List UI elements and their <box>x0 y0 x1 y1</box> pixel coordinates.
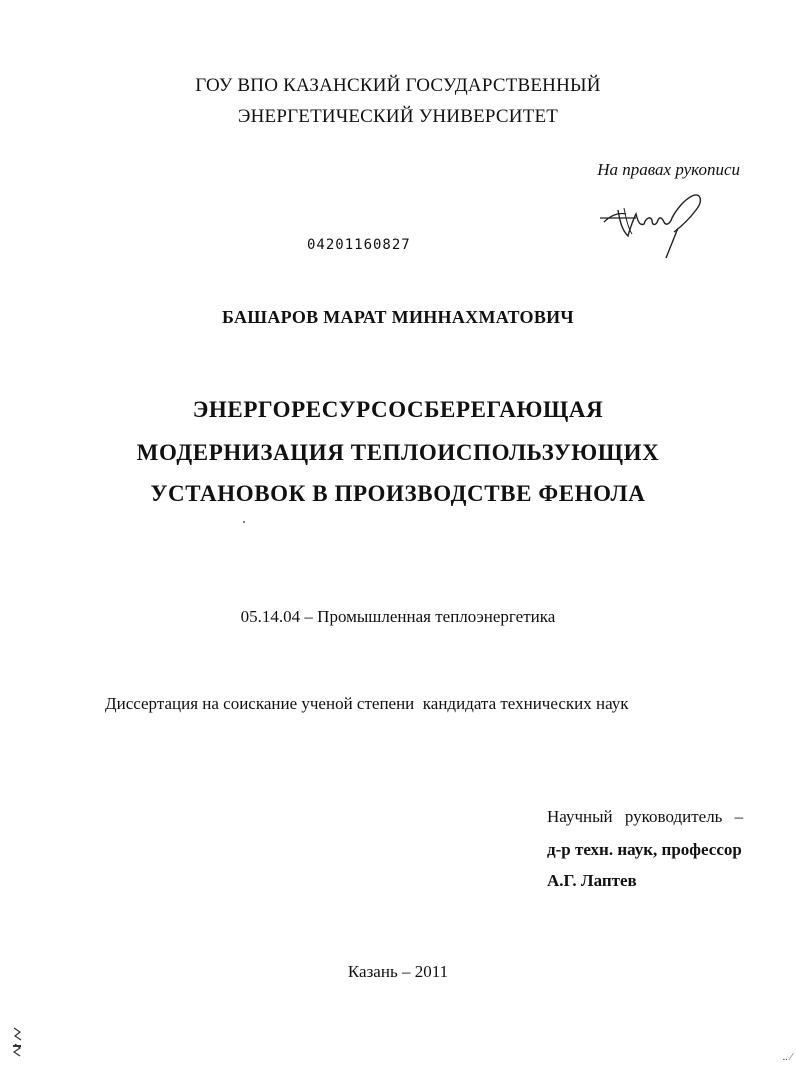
supervisor-name: А.Г. Лаптев <box>547 871 637 890</box>
rights-note: На правах рукописи <box>597 160 740 179</box>
supervisor-label: Научный руководитель – <box>547 807 744 826</box>
supervisor-degree: д-р техн. наук, профессор <box>547 840 742 859</box>
barcode-number: 04201160827 <box>307 237 411 253</box>
margin-stamp-icon <box>10 1026 24 1058</box>
author-name: БАШАРОВ МАРАТ МИННАХМАТОВИЧ <box>222 307 574 327</box>
dissertation-statement: Диссертация на соискание ученой степени кандидата технических наук <box>105 694 629 713</box>
specialty: 05.14.04 – Промышленная теплоэнергетика <box>240 607 556 626</box>
title-line-2: МОДЕРНИЗАЦИЯ ТЕПЛОИСПОЛЬЗУЮЩИХ <box>136 440 660 465</box>
organization-line-1: ГОУ ВПО КАЗАНСКИЙ ГОСУДАРСТВЕННЫЙ <box>195 75 601 96</box>
signature-icon <box>596 188 716 260</box>
title-line-3: УСТАНОВОК В ПРОИЗВОДСТВЕ ФЕНОЛА <box>150 481 646 506</box>
organization-line-2: ЭНЕРГЕТИЧЕСКИЙ УНИВЕРСИТЕТ <box>237 106 559 127</box>
title-line-1: ЭНЕРГОРЕСУРСОСБЕРЕГАЮЩАЯ <box>192 397 604 422</box>
page-mark: .. ⁄ <box>782 1052 792 1063</box>
stray-dot <box>243 521 245 523</box>
city-year: Казань – 2011 <box>347 962 449 981</box>
